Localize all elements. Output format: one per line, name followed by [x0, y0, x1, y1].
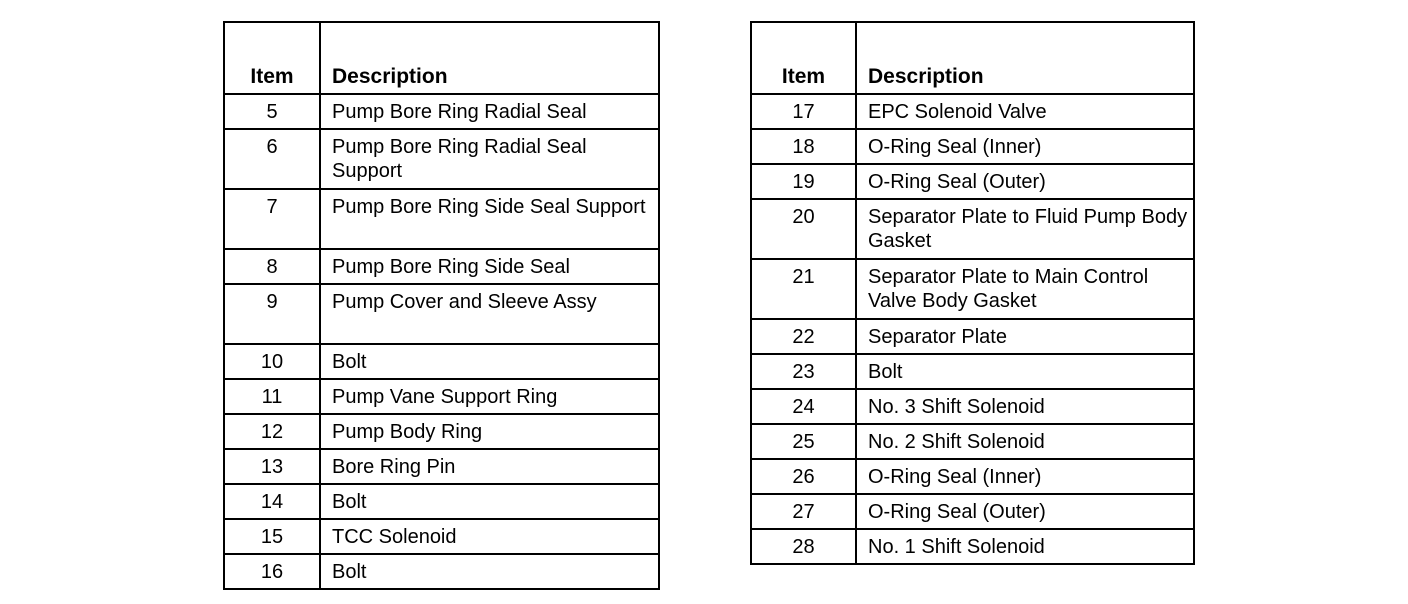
table-row: [224, 519, 659, 554]
table-row: [224, 249, 659, 284]
parts-table-left: [223, 21, 660, 590]
item-description: O-Ring Seal (Inner): [856, 129, 1194, 164]
item-description: Bolt: [320, 344, 659, 379]
item-description: TCC Solenoid: [320, 519, 659, 554]
table-row: [224, 414, 659, 449]
table-row: [224, 484, 659, 519]
item-description: Separator Plate: [856, 319, 1194, 354]
item-number: 17: [751, 94, 856, 129]
item-description: O-Ring Seal (Outer): [856, 494, 1194, 529]
parts-table-right: [750, 21, 1195, 565]
item-number: 12: [224, 414, 320, 449]
table-row: [224, 284, 659, 344]
item-description: EPC Solenoid Valve: [856, 94, 1194, 129]
item-number: 26: [751, 459, 856, 494]
item-number: 15: [224, 519, 320, 554]
item-description: Pump Vane Support Ring: [320, 379, 659, 414]
table-row: [751, 459, 1194, 494]
item-number: 21: [751, 259, 856, 319]
description-column-header: Description: [320, 22, 659, 94]
description-column-header: Description: [856, 22, 1194, 94]
table-row: [751, 199, 1194, 259]
item-description: O-Ring Seal (Outer): [856, 164, 1194, 199]
table-row: [224, 189, 659, 249]
item-description: Pump Bore Ring Radial Seal: [320, 94, 659, 129]
item-description: Bolt: [856, 354, 1194, 389]
item-number: 19: [751, 164, 856, 199]
table-row: [224, 379, 659, 414]
item-number: 24: [751, 389, 856, 424]
table-row: [751, 424, 1194, 459]
item-column-header: Item: [751, 22, 856, 94]
item-description: Separator Plate to Fluid Pump Body Gasket: [856, 199, 1194, 259]
table-header-row: [224, 22, 659, 94]
table-header-row: [751, 22, 1194, 94]
item-number: 7: [224, 189, 320, 249]
item-description: No. 1 Shift Solenoid: [856, 529, 1194, 564]
table-row: [751, 259, 1194, 319]
item-number: 10: [224, 344, 320, 379]
table-row: [751, 94, 1194, 129]
table-row: [751, 164, 1194, 199]
item-description: No. 2 Shift Solenoid: [856, 424, 1194, 459]
item-number: 23: [751, 354, 856, 389]
table-row: [751, 494, 1194, 529]
item-description: Bore Ring Pin: [320, 449, 659, 484]
item-description: Pump Bore Ring Side Seal: [320, 249, 659, 284]
item-number: 13: [224, 449, 320, 484]
item-number: 18: [751, 129, 856, 164]
table-row: [751, 389, 1194, 424]
table-row: [751, 319, 1194, 354]
item-column-header: Item: [224, 22, 320, 94]
item-number: 27: [751, 494, 856, 529]
table-row: [224, 554, 659, 589]
item-number: 11: [224, 379, 320, 414]
item-number: 5: [224, 94, 320, 129]
item-description: Separator Plate to Main Control Valve Body Gasket: [856, 259, 1194, 319]
table-row: [224, 94, 659, 129]
item-description: Bolt: [320, 554, 659, 589]
item-number: 6: [224, 129, 320, 189]
item-number: 22: [751, 319, 856, 354]
item-number: 28: [751, 529, 856, 564]
item-description: Bolt: [320, 484, 659, 519]
table-row: [224, 129, 659, 189]
item-description: No. 3 Shift Solenoid: [856, 389, 1194, 424]
item-number: 9: [224, 284, 320, 344]
table-row: [751, 529, 1194, 564]
item-description: Pump Body Ring: [320, 414, 659, 449]
item-description: Pump Bore Ring Radial Seal Support: [320, 129, 659, 189]
item-number: 8: [224, 249, 320, 284]
item-description: O-Ring Seal (Inner): [856, 459, 1194, 494]
table-row: [751, 354, 1194, 389]
item-description: Pump Cover and Sleeve Assy: [320, 284, 659, 344]
item-number: 25: [751, 424, 856, 459]
item-description: Pump Bore Ring Side Seal Support: [320, 189, 659, 249]
item-number: 20: [751, 199, 856, 259]
item-number: 16: [224, 554, 320, 589]
table-row: [224, 344, 659, 379]
table-row: [224, 449, 659, 484]
item-number: 14: [224, 484, 320, 519]
table-row: [751, 129, 1194, 164]
